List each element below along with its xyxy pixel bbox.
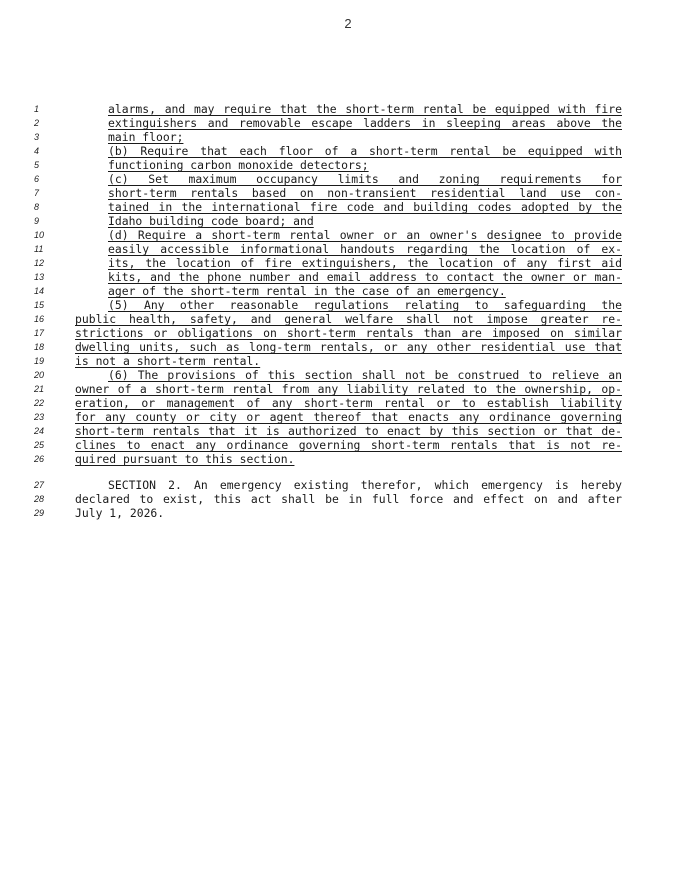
line-text: alarms, and may require that the short-term rental be equipped with fire — [108, 102, 622, 116]
text-line — [0, 492, 696, 506]
text-line — [0, 214, 696, 228]
text-line — [0, 506, 696, 520]
text-line — [0, 130, 696, 144]
text-line — [0, 326, 696, 340]
line-text: is not a short-term rental. — [75, 354, 261, 368]
line-number: 27 — [34, 480, 45, 490]
line-text: clines to enact any ordinance governing short-term rentals that is not re- — [75, 438, 622, 452]
line-number: 2 — [34, 118, 40, 128]
line-text: strictions or obligations on short-term rentals than are imposed on similar — [75, 326, 622, 340]
line-number: 15 — [34, 300, 45, 310]
page-number: 2 — [344, 16, 352, 31]
text-line — [0, 242, 696, 256]
text-line — [0, 116, 696, 130]
text-line — [0, 284, 696, 298]
line-text: ager of the short-term rental in the case of an emergency. — [108, 284, 506, 298]
text-line — [0, 256, 696, 270]
line-text: public health, safety, and general welfare shall not impose greater re- — [75, 312, 622, 326]
line-number: 26 — [34, 454, 45, 464]
line-number: 8 — [34, 202, 40, 212]
text-line — [0, 144, 696, 158]
line-text: declared to exist, this act shall be in full force and effect on and after — [75, 492, 622, 506]
line-number: 24 — [34, 426, 45, 436]
line-number: 7 — [34, 188, 40, 198]
text-line — [0, 410, 696, 424]
line-number: 25 — [34, 440, 45, 450]
text-line — [0, 382, 696, 396]
line-text: short-term rentals that it is authorized to enact by this section or that de- — [75, 424, 622, 438]
text-line — [0, 478, 696, 492]
line-number: 12 — [34, 258, 45, 268]
text-line — [0, 102, 696, 116]
line-number: 16 — [34, 314, 45, 324]
line-number: 19 — [34, 356, 45, 366]
text-line — [0, 452, 696, 466]
line-number: 10 — [34, 230, 45, 240]
line-text: SECTION 2. An emergency existing therefor, which emergency is hereby — [108, 478, 622, 492]
text-line — [0, 354, 696, 368]
line-number: 17 — [34, 328, 45, 338]
line-number: 14 — [34, 286, 45, 296]
text-line — [0, 298, 696, 312]
line-number: 4 — [34, 146, 40, 156]
line-number: 20 — [34, 370, 45, 380]
text-line — [0, 368, 696, 382]
line-number: 13 — [34, 272, 45, 282]
text-line — [0, 396, 696, 410]
line-number: 9 — [34, 216, 40, 226]
line-text: (6) The provisions of this section shall not be construed to relieve an — [108, 368, 622, 382]
bill-text-body — [0, 102, 696, 520]
line-text: eration, or management of any short-term rental or to establish liability — [75, 396, 622, 410]
line-text: (c) Set maximum occupancy limits and zoning requirements for — [108, 172, 622, 186]
line-text: functioning carbon monoxide detectors; — [108, 158, 369, 172]
text-line — [0, 312, 696, 326]
line-text: easily accessible informational handouts regarding the location of ex- — [108, 242, 622, 256]
line-number: 1 — [34, 104, 40, 114]
line-number: 11 — [34, 244, 44, 254]
line-number: 28 — [34, 494, 45, 504]
text-line — [0, 228, 696, 242]
text-line — [0, 200, 696, 214]
line-number: 21 — [34, 384, 45, 394]
line-text: July 1, 2026. — [75, 506, 165, 520]
text-line — [0, 424, 696, 438]
line-number: 22 — [34, 398, 45, 408]
line-text: tained in the international fire code and building codes adopted by the — [108, 200, 622, 214]
line-number: 23 — [34, 412, 45, 422]
line-number: 29 — [34, 508, 45, 518]
line-text: main floor; — [108, 130, 184, 144]
line-text: dwelling units, such as long-term rentals, or any other residential use that — [75, 340, 622, 354]
line-text: its, the location of fire extinguishers, the location of any first aid — [108, 256, 622, 270]
line-number: 6 — [34, 174, 40, 184]
line-text: owner of a short-term rental from any liability related to the ownership, op- — [75, 382, 622, 396]
text-line — [0, 186, 696, 200]
line-text: quired pursuant to this section. — [75, 452, 295, 466]
line-text: kits, and the phone number and email address to contact the owner or man- — [108, 270, 622, 284]
line-text: for any county or city or agent thereof that enacts any ordinance governing — [75, 410, 622, 424]
line-text: (d) Require a short-term rental owner or an owner's designee to provide — [108, 228, 622, 242]
text-line — [0, 172, 696, 186]
text-line — [0, 270, 696, 284]
text-line — [0, 158, 696, 172]
line-text: (b) Require that each floor of a short-term rental be equipped with — [108, 144, 622, 158]
text-line — [0, 438, 696, 452]
line-text: (5) Any other reasonable regulations relating to safeguarding the — [108, 298, 622, 312]
line-number: 3 — [34, 132, 40, 142]
line-text: extinguishers and removable escape ladders in sleeping areas above the — [108, 116, 622, 130]
line-number: 5 — [34, 160, 40, 170]
line-text: short-term rentals based on non-transient residential land use con- — [108, 186, 622, 200]
text-line — [0, 340, 696, 354]
line-number: 18 — [34, 342, 45, 352]
line-text: Idaho building code board; and — [108, 214, 314, 228]
section-gap — [0, 466, 696, 478]
